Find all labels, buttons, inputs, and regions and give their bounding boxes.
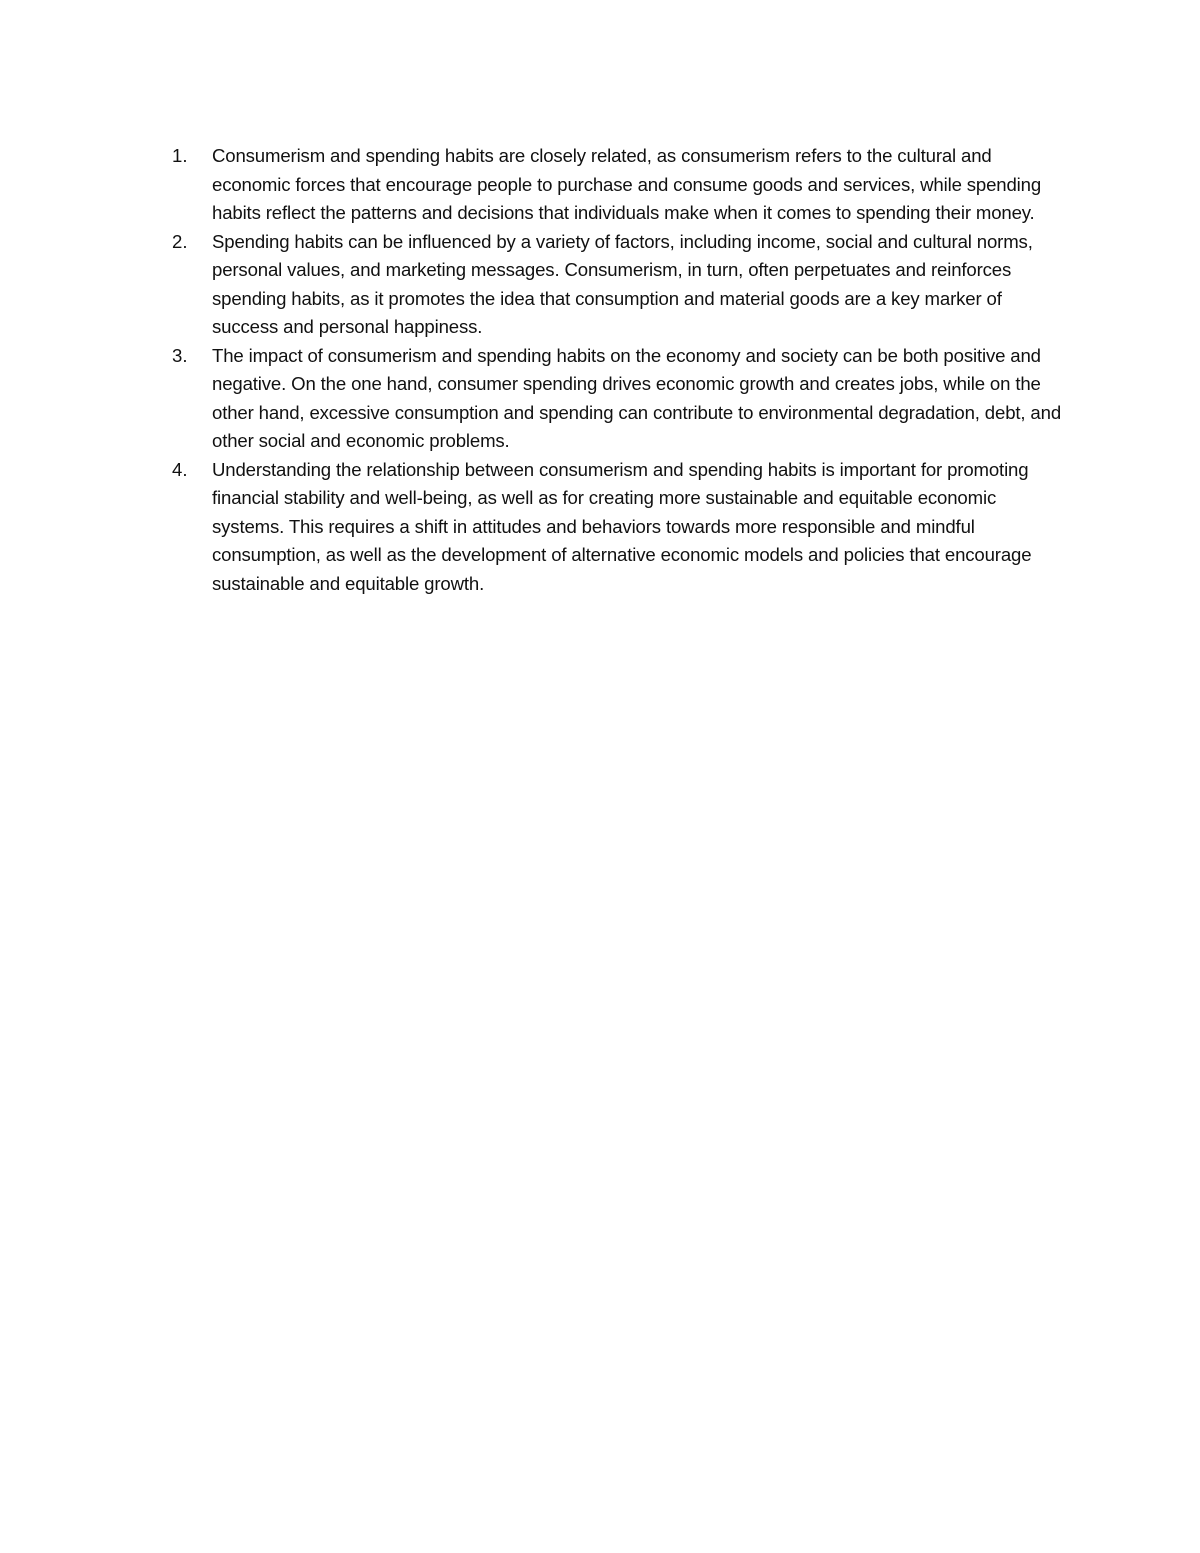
list-item <box>172 142 1072 228</box>
list-item <box>172 456 1072 599</box>
list-number: 4. <box>172 458 188 480</box>
list-item <box>172 342 1072 456</box>
list-item-text: The impact of consumerism and spending habits on the economy and society can be both positive and negative. On the one hand, consumer spending drives economic growth and creates jobs, while on the other hand, excessive consumption and spending can contribute to environmental degradation, debt, and other social and economic problems. <box>212 344 1062 451</box>
list-item-text: Consumerism and spending habits are closely related, as consumerism refers to the cultural and economic forces that encourage people to purchase and consume goods and services, while spending habits reflect the patterns and decisions that individuals make when it comes to spending their money. <box>212 145 1042 223</box>
list-number: 3. <box>172 344 188 366</box>
list-item-text: Understanding the relationship between consumerism and spending habits is important for promoting financial stability and well-being, as well as for creating more sustainable and equitable economic systems. This requires a shift in attitudes and behaviors towards more responsible and mindful consumption, as well as the development of alternative economic models and policies that encourage sustainable and equitable growth. <box>212 458 1032 594</box>
list-item <box>172 228 1072 342</box>
numbered-list <box>172 142 1072 598</box>
list-number: 2. <box>172 230 188 252</box>
list-number: 1. <box>172 145 188 166</box>
list-item-text: Spending habits can be influenced by a variety of factors, including income, social and cultural norms, personal values, and marketing messages. Consumerism, in turn, often perpetuates and reinforces spending habits, as it promotes the idea that consumption and material goods are a key marker of success and personal happiness. <box>212 230 1033 337</box>
